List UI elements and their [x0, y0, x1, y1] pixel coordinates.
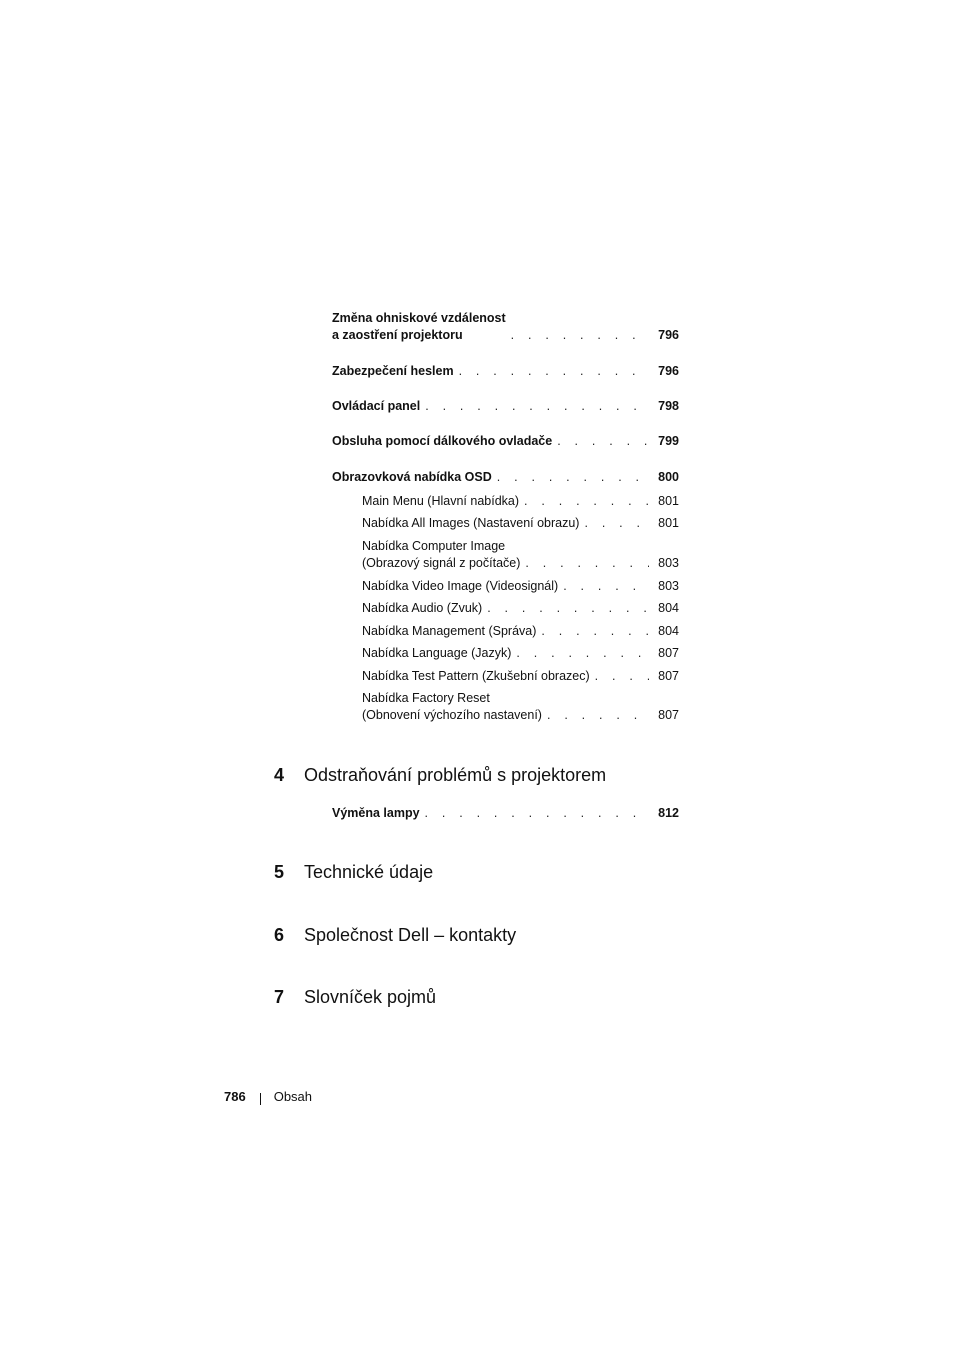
toc-leader-dots [584, 515, 649, 532]
toc-leader-dots [595, 668, 649, 685]
toc-entry-page: 807 [658, 669, 679, 683]
toc-entry-title: Změna ohniskové vzdálenost a zaostření projektoru [332, 311, 506, 342]
toc-entry-osd-menu[interactable] [332, 469, 679, 486]
toc-subentry-audio[interactable] [362, 600, 679, 617]
toc-entry-page: 800 [658, 470, 679, 484]
toc-entry-zoom-focus[interactable] [332, 310, 679, 344]
toc-entry-lamp-replacement[interactable] [332, 805, 679, 822]
toc-entry-title: Nabídka Factory Reset (Obnovení výchozího nastavení) [362, 691, 542, 722]
toc-entry-page: 803 [658, 579, 679, 593]
chapter-title: Odstraňování problémů s projektorem [304, 765, 607, 785]
chapter-title: Společnost Dell – kontakty [304, 925, 517, 945]
toc-subentry-main-menu[interactable] [362, 493, 679, 510]
toc-entry-page: 801 [658, 516, 679, 530]
toc-entry-title: Nabídka All Images (Nastavení obrazu) [362, 516, 580, 530]
toc-leader-dots [425, 398, 649, 415]
toc-subentry-all-images[interactable] [362, 515, 679, 532]
toc-leader-dots [541, 623, 649, 640]
toc-entry-title: Nabídka Audio (Zvuk) [362, 601, 483, 615]
toc-entry-title: Obsluha pomocí dálkového ovladače [332, 434, 553, 448]
toc-entry-title: Obrazovková nabídka OSD [332, 470, 492, 484]
footer-separator [260, 1093, 261, 1105]
toc-leader-dots [487, 600, 649, 617]
toc-entry-control-panel[interactable] [332, 398, 679, 415]
page-number: 786 [224, 1089, 246, 1104]
page-footer [224, 1089, 312, 1105]
toc-entry-remote-control[interactable] [332, 433, 679, 450]
toc-subentry-computer-image[interactable] [362, 538, 679, 572]
toc-entry-title: Nabídka Language (Jazyk) [362, 646, 512, 660]
toc-entry-page: 799 [658, 434, 679, 448]
toc-entry-title: Výměna lampy [332, 806, 420, 820]
toc-subentry-test-pattern[interactable] [362, 668, 679, 685]
toc-leader-dots [547, 707, 649, 724]
toc-entry-title: Nabídka Management (Správa) [362, 624, 537, 638]
toc-chapter-4[interactable] [274, 764, 606, 786]
toc-entry-page: 807 [658, 646, 679, 660]
toc-leader-dots [497, 469, 649, 486]
toc-entry-title: Nabídka Computer Image (Obrazový signál z počítače) [362, 539, 521, 570]
toc-subentry-factory-reset[interactable] [362, 690, 679, 724]
toc-entry-page: 804 [658, 624, 679, 638]
toc-leader-dots [563, 578, 649, 595]
toc-entry-title: Nabídka Video Image (Videosignál) [362, 579, 559, 593]
chapter-number: 6 [274, 925, 285, 945]
toc-chapter-5[interactable] [274, 861, 433, 883]
toc-leader-dots [525, 555, 649, 572]
toc-subentry-video-image[interactable] [362, 578, 679, 595]
toc-leader-dots [459, 363, 650, 380]
toc-entry-page: 812 [658, 806, 679, 820]
toc-entry-page: 803 [658, 556, 679, 570]
toc-entry-title: Ovládací panel [332, 399, 421, 413]
chapter-title: Technické údaje [304, 862, 434, 882]
toc-leader-dots [524, 493, 649, 510]
footer-section-name: Obsah [273, 1089, 313, 1104]
chapter-number: 7 [274, 987, 285, 1007]
toc-entry-page: 798 [658, 399, 679, 413]
chapter-number: 5 [274, 862, 285, 882]
chapter-number: 4 [274, 765, 285, 785]
toc-subentry-management[interactable] [362, 623, 679, 640]
toc-entry-password[interactable] [332, 363, 679, 380]
toc-chapter-7[interactable] [274, 986, 436, 1008]
toc-entry-title: Main Menu (Hlavní nabídka) [362, 494, 520, 508]
toc-leader-dots [516, 645, 649, 662]
toc-leader-dots [511, 327, 649, 344]
toc-leader-dots [557, 433, 649, 450]
chapter-title: Slovníček pojmů [304, 987, 437, 1007]
toc-entry-page: 796 [658, 364, 679, 378]
toc-entry-page: 801 [658, 494, 679, 508]
toc-chapter-6[interactable] [274, 924, 516, 946]
toc-leader-dots [425, 805, 650, 822]
toc-entry-title: Nabídka Test Pattern (Zkušební obrazec) [362, 669, 590, 683]
toc-entry-title: Zabezpečení heslem [332, 364, 454, 378]
toc-entry-page: 804 [658, 601, 679, 615]
toc-entry-page: 807 [658, 708, 679, 722]
toc-subentry-language[interactable] [362, 645, 679, 662]
toc-entry-page: 796 [658, 328, 679, 342]
